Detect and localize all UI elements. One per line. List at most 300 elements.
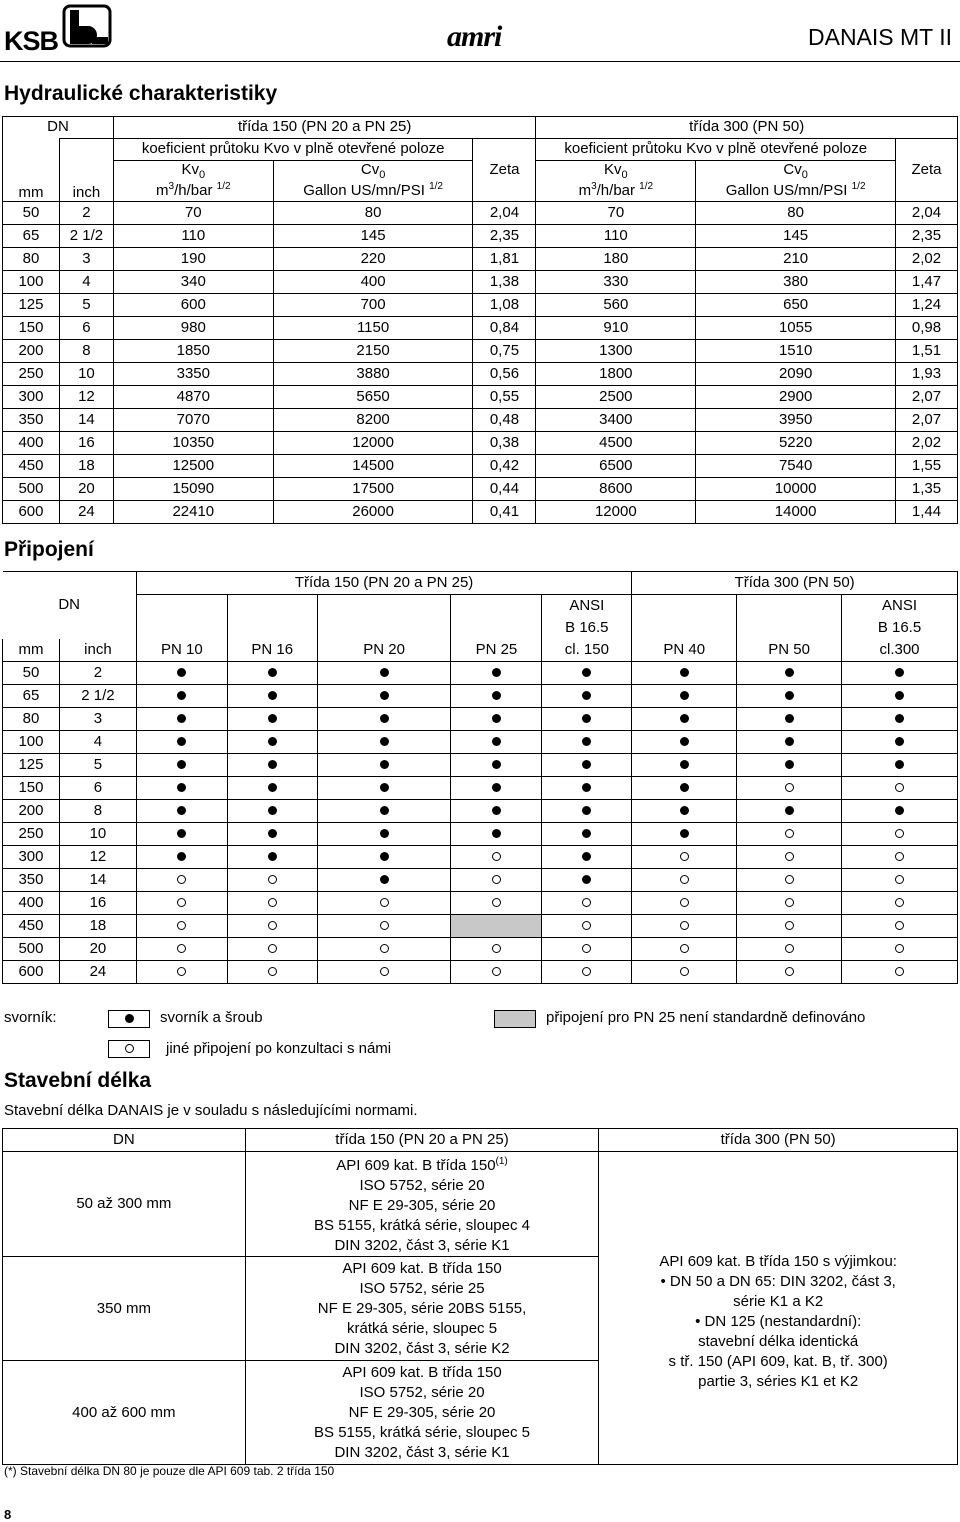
filled-dot-icon bbox=[268, 760, 277, 769]
filled-dot-icon bbox=[582, 691, 591, 700]
connection-mark bbox=[227, 823, 317, 846]
hydraulic-cell: 145 bbox=[696, 225, 896, 248]
conn-header-b165-300: B 16.5 bbox=[842, 617, 958, 639]
hydraulic-cell: 6500 bbox=[536, 455, 696, 478]
connection-mm: 400 bbox=[3, 892, 60, 915]
connection-mark bbox=[451, 846, 542, 869]
header-coef-300: koeficient průtoku Kvo v plně otevřené poloze bbox=[536, 139, 896, 161]
open-circle-icon bbox=[680, 921, 689, 930]
hydraulic-cell: 15090 bbox=[113, 478, 273, 501]
legend-grey-box bbox=[494, 1010, 536, 1028]
hydraulic-cell: 5650 bbox=[273, 386, 473, 409]
header-kv-150: $Kv_0$ $m^3/h$/bar $^{1/2}$ bbox=[113, 161, 273, 202]
connection-row bbox=[3, 754, 958, 777]
connection-mark bbox=[737, 800, 842, 823]
connection-mark bbox=[317, 708, 451, 731]
open-circle-icon bbox=[785, 852, 794, 861]
connection-mark bbox=[632, 731, 737, 754]
legend-dot-box bbox=[108, 1010, 150, 1028]
connection-mark bbox=[227, 685, 317, 708]
header-cv-150: $Cv_0$ Gallon US/mn/PSI $^{1/2}$ bbox=[273, 161, 473, 202]
hydraulic-cell: 0,98 bbox=[896, 317, 958, 340]
hydraulic-cell: 1,81 bbox=[473, 248, 536, 271]
connection-mark bbox=[227, 777, 317, 800]
connection-row bbox=[3, 708, 958, 731]
hydraulic-cell: 26000 bbox=[273, 501, 473, 524]
filled-dot-icon bbox=[895, 691, 904, 700]
connection-mark bbox=[842, 915, 958, 938]
hydraulic-cell: 2,02 bbox=[896, 432, 958, 455]
connection-mark bbox=[136, 800, 227, 823]
filled-dot-icon bbox=[680, 806, 689, 815]
connection-mark bbox=[136, 846, 227, 869]
connection-mark bbox=[737, 685, 842, 708]
open-circle-icon bbox=[785, 898, 794, 907]
open-circle-icon bbox=[785, 921, 794, 930]
connection-mark bbox=[737, 961, 842, 984]
connection-mark bbox=[317, 846, 451, 869]
open-circle-icon bbox=[785, 944, 794, 953]
hydraulic-row bbox=[3, 432, 958, 455]
conn-header-b165-150: B 16.5 bbox=[542, 617, 632, 639]
open-circle-icon bbox=[380, 921, 389, 930]
open-circle-icon bbox=[895, 829, 904, 838]
connection-mark bbox=[542, 869, 632, 892]
hydraulic-cell: 1,55 bbox=[896, 455, 958, 478]
connection-mark bbox=[542, 662, 632, 685]
hydraulic-cell: 400 bbox=[273, 271, 473, 294]
filled-dot-icon bbox=[582, 806, 591, 815]
section-title-hydraulic: Hydraulické charakteristiky bbox=[4, 82, 278, 105]
connection-mark bbox=[632, 800, 737, 823]
connection-mark bbox=[317, 685, 451, 708]
connection-mm: 350 bbox=[3, 869, 60, 892]
connection-mm: 250 bbox=[3, 823, 60, 846]
length-class150-group-2: API 609 kat. B třída 150 ISO 5752, série 25 NF E 29-305, série 20BS 5155, krátká série, sloupec 5 DIN 3202, část 3, série K2 bbox=[245, 1257, 599, 1361]
connection-inch: 8 bbox=[59, 800, 136, 823]
ksb-logo bbox=[4, 4, 116, 56]
connection-mark bbox=[136, 938, 227, 961]
connection-mark bbox=[737, 869, 842, 892]
hydraulic-cell: 2,35 bbox=[896, 225, 958, 248]
connection-mark bbox=[451, 708, 542, 731]
hydraulic-cell: 65 bbox=[3, 225, 60, 248]
hydraulic-cell: 560 bbox=[536, 294, 696, 317]
connection-mm: 50 bbox=[3, 662, 60, 685]
hydraulic-row bbox=[3, 225, 958, 248]
hydraulic-cell: 4 bbox=[59, 271, 113, 294]
not-defined-cell bbox=[451, 915, 542, 938]
hydraulic-row bbox=[3, 317, 958, 340]
filled-dot-icon bbox=[268, 691, 277, 700]
header-kv-300: $Kv_0$ $m^3/h$/bar $^{1/2}$ bbox=[536, 161, 696, 202]
connection-mark bbox=[451, 777, 542, 800]
filled-dot-icon bbox=[492, 691, 501, 700]
connection-mm: 450 bbox=[3, 915, 60, 938]
filled-dot-icon bbox=[177, 737, 186, 746]
connection-mark bbox=[317, 754, 451, 777]
hydraulic-cell: 1,08 bbox=[473, 294, 536, 317]
hydraulic-cell: 1,44 bbox=[896, 501, 958, 524]
connection-mark bbox=[227, 938, 317, 961]
connection-mark bbox=[317, 823, 451, 846]
connection-mark bbox=[737, 846, 842, 869]
connection-mark bbox=[632, 662, 737, 685]
connection-mark bbox=[842, 938, 958, 961]
hydraulic-cell: 6 bbox=[59, 317, 113, 340]
filled-dot-icon bbox=[492, 737, 501, 746]
hydraulic-cell: 600 bbox=[3, 501, 60, 524]
connection-mark bbox=[542, 846, 632, 869]
connection-mark bbox=[542, 754, 632, 777]
hydraulic-cell: 2 bbox=[59, 202, 113, 225]
connection-inch: 6 bbox=[59, 777, 136, 800]
connection-mark bbox=[317, 662, 451, 685]
connection-mm: 125 bbox=[3, 754, 60, 777]
legend-dot-icon bbox=[125, 1014, 134, 1023]
filled-dot-icon bbox=[582, 737, 591, 746]
hydraulic-cell: 380 bbox=[696, 271, 896, 294]
connection-mark bbox=[632, 846, 737, 869]
connection-mark bbox=[227, 869, 317, 892]
connection-mark bbox=[737, 754, 842, 777]
length-class300-cell: API 609 kat. B třída 150 s výjimkou: • DN 50 a DN 65: DIN 3202, část 3, série K1 a K2 • DN 125 (nestandardní): stavební délka identická s tř. 150 (API 609, kat. B, tř. 300) partie 3, séries K1 et K2 bbox=[599, 1152, 958, 1465]
hydraulic-cell: 2090 bbox=[696, 363, 896, 386]
hydraulic-cell: 150 bbox=[3, 317, 60, 340]
connection-mark bbox=[317, 915, 451, 938]
hydraulic-cell: 300 bbox=[3, 386, 60, 409]
hydraulic-cell: 0,84 bbox=[473, 317, 536, 340]
filled-dot-icon bbox=[380, 737, 389, 746]
filled-dot-icon bbox=[492, 760, 501, 769]
hydraulic-cell: 220 bbox=[273, 248, 473, 271]
hydraulic-cell: 16 bbox=[59, 432, 113, 455]
filled-dot-icon bbox=[177, 852, 186, 861]
length-header-class300: třída 300 (PN 50) bbox=[599, 1129, 958, 1152]
connection-mark bbox=[136, 961, 227, 984]
connection-mark bbox=[632, 892, 737, 915]
connection-row bbox=[3, 662, 958, 685]
hydraulic-cell: 0,55 bbox=[473, 386, 536, 409]
open-circle-icon bbox=[268, 875, 277, 884]
connection-inch: 2 bbox=[59, 662, 136, 685]
connection-mark bbox=[842, 823, 958, 846]
connection-mark bbox=[632, 685, 737, 708]
connection-row bbox=[3, 777, 958, 800]
hydraulic-cell: 10000 bbox=[696, 478, 896, 501]
connection-mark bbox=[227, 961, 317, 984]
filled-dot-icon bbox=[785, 714, 794, 723]
length-header-dn: DN bbox=[3, 1129, 246, 1152]
hydraulic-row bbox=[3, 363, 958, 386]
hydraulic-cell: 145 bbox=[273, 225, 473, 248]
connection-mark bbox=[542, 708, 632, 731]
connection-mark bbox=[317, 892, 451, 915]
filled-dot-icon bbox=[785, 737, 794, 746]
length-header-class150: třída 150 (PN 20 a PN 25) bbox=[245, 1129, 599, 1152]
hydraulic-cell: 1850 bbox=[113, 340, 273, 363]
filled-dot-icon bbox=[177, 829, 186, 838]
hydraulic-cell: 17500 bbox=[273, 478, 473, 501]
filled-dot-icon bbox=[177, 783, 186, 792]
connection-mark bbox=[632, 869, 737, 892]
hydraulic-cell: 4500 bbox=[536, 432, 696, 455]
header-inch: inch bbox=[59, 139, 113, 202]
header-class150: třída 150 (PN 20 a PN 25) bbox=[113, 117, 536, 139]
filled-dot-icon bbox=[785, 691, 794, 700]
hydraulic-cell: 8600 bbox=[536, 478, 696, 501]
connection-mark bbox=[451, 869, 542, 892]
hydraulic-row bbox=[3, 501, 958, 524]
header-zeta-150: Zeta bbox=[473, 139, 536, 202]
filled-dot-icon bbox=[680, 668, 689, 677]
hydraulic-cell: 1,35 bbox=[896, 478, 958, 501]
filled-dot-icon bbox=[492, 829, 501, 838]
hydraulic-cell: 450 bbox=[3, 455, 60, 478]
open-circle-icon bbox=[492, 944, 501, 953]
hydraulic-cell: 3880 bbox=[273, 363, 473, 386]
hydraulic-cell: 1055 bbox=[696, 317, 896, 340]
filled-dot-icon bbox=[268, 852, 277, 861]
connection-mm: 200 bbox=[3, 800, 60, 823]
connection-inch: 3 bbox=[59, 708, 136, 731]
connection-mark bbox=[632, 961, 737, 984]
open-circle-icon bbox=[785, 829, 794, 838]
hydraulic-cell: 180 bbox=[536, 248, 696, 271]
connection-mark bbox=[737, 938, 842, 961]
connection-inch: 24 bbox=[59, 961, 136, 984]
connection-mark bbox=[542, 731, 632, 754]
header-mm: mm bbox=[3, 139, 60, 202]
filled-dot-icon bbox=[380, 668, 389, 677]
hydraulic-cell: 125 bbox=[3, 294, 60, 317]
hydraulic-cell: 0,48 bbox=[473, 409, 536, 432]
hydraulic-cell: 80 bbox=[3, 248, 60, 271]
header-cv-300: $Cv_0$ Gallon US/mn/PSI $^{1/2}$ bbox=[696, 161, 896, 202]
connection-inch: 12 bbox=[59, 846, 136, 869]
open-circle-icon bbox=[268, 967, 277, 976]
connection-mark bbox=[227, 754, 317, 777]
hydraulic-row bbox=[3, 409, 958, 432]
connection-mark bbox=[451, 800, 542, 823]
connection-mark bbox=[737, 708, 842, 731]
connection-mark bbox=[542, 938, 632, 961]
conn-header-class300: Třída 300 (PN 50) bbox=[632, 572, 958, 595]
header-rule bbox=[0, 61, 960, 62]
hydraulic-cell: 190 bbox=[113, 248, 273, 271]
open-circle-icon bbox=[492, 898, 501, 907]
hydraulic-cell: 2900 bbox=[696, 386, 896, 409]
hydraulic-cell: 7540 bbox=[696, 455, 896, 478]
open-circle-icon bbox=[492, 852, 501, 861]
connection-mark bbox=[136, 662, 227, 685]
filled-dot-icon bbox=[380, 760, 389, 769]
filled-dot-icon bbox=[680, 714, 689, 723]
conn-header-col: PN 10 bbox=[136, 639, 227, 662]
connection-mark bbox=[842, 731, 958, 754]
hydraulic-cell: 250 bbox=[3, 363, 60, 386]
open-circle-icon bbox=[785, 783, 794, 792]
open-circle-icon bbox=[177, 875, 186, 884]
hydraulic-cell: 2500 bbox=[536, 386, 696, 409]
conn-header-inch: inch bbox=[59, 639, 136, 662]
connection-mark bbox=[542, 915, 632, 938]
connection-mark bbox=[136, 869, 227, 892]
open-circle-icon bbox=[895, 967, 904, 976]
length-dn-group-3: 400 až 600 mm bbox=[3, 1361, 246, 1465]
filled-dot-icon bbox=[268, 829, 277, 838]
conn-header-col: PN 16 bbox=[227, 639, 317, 662]
connection-mark bbox=[842, 708, 958, 731]
filled-dot-icon bbox=[380, 852, 389, 861]
filled-dot-icon bbox=[895, 714, 904, 723]
header-coef-150: koeficient průtoku Kvo v plně otevřené poloze bbox=[113, 139, 473, 161]
ksb-logo-text: KSB bbox=[4, 26, 59, 56]
connection-mark bbox=[737, 662, 842, 685]
open-circle-icon bbox=[380, 967, 389, 976]
conn-header-col: PN 50 bbox=[737, 639, 842, 662]
connection-mark bbox=[737, 731, 842, 754]
connection-mm: 100 bbox=[3, 731, 60, 754]
connection-mark bbox=[632, 777, 737, 800]
hydraulic-cell: 70 bbox=[113, 202, 273, 225]
connection-row bbox=[3, 731, 958, 754]
hydraulic-cell: 1800 bbox=[536, 363, 696, 386]
hydraulic-cell: 8 bbox=[59, 340, 113, 363]
hydraulic-row bbox=[3, 202, 958, 225]
connection-row bbox=[3, 915, 958, 938]
connection-mark bbox=[632, 708, 737, 731]
connection-mark bbox=[632, 915, 737, 938]
open-circle-icon bbox=[582, 967, 591, 976]
open-circle-icon bbox=[492, 967, 501, 976]
section-title-connection: Připojení bbox=[4, 538, 94, 561]
legend-circle-text: jiné připojení po konzultaci s námi bbox=[166, 1040, 392, 1057]
hydraulic-cell: 0,44 bbox=[473, 478, 536, 501]
open-circle-icon bbox=[680, 852, 689, 861]
connection-mark bbox=[842, 961, 958, 984]
connection-mark bbox=[451, 731, 542, 754]
hydraulic-cell: 2,35 bbox=[473, 225, 536, 248]
connection-mark bbox=[227, 662, 317, 685]
hydraulic-cell: 1,51 bbox=[896, 340, 958, 363]
connection-mark bbox=[227, 892, 317, 915]
connection-mark bbox=[227, 708, 317, 731]
filled-dot-icon bbox=[785, 806, 794, 815]
open-circle-icon bbox=[380, 898, 389, 907]
hydraulic-cell: 340 bbox=[113, 271, 273, 294]
connection-row bbox=[3, 938, 958, 961]
connection-row bbox=[3, 800, 958, 823]
hydraulic-cell: 8200 bbox=[273, 409, 473, 432]
connection-mark bbox=[842, 892, 958, 915]
header-zeta-300: Zeta bbox=[896, 139, 958, 202]
hydraulic-table-body bbox=[3, 202, 958, 524]
connection-mark bbox=[842, 662, 958, 685]
hydraulic-cell: 0,38 bbox=[473, 432, 536, 455]
hydraulic-cell: 910 bbox=[536, 317, 696, 340]
hydraulic-cell: 1,38 bbox=[473, 271, 536, 294]
filled-dot-icon bbox=[380, 829, 389, 838]
hydraulic-cell: 50 bbox=[3, 202, 60, 225]
hydraulic-cell: 14000 bbox=[696, 501, 896, 524]
filled-dot-icon bbox=[582, 714, 591, 723]
hydraulic-row bbox=[3, 340, 958, 363]
filled-dot-icon bbox=[268, 783, 277, 792]
hydraulic-cell: 3400 bbox=[536, 409, 696, 432]
hydraulic-cell: 2,07 bbox=[896, 386, 958, 409]
connection-mark bbox=[542, 961, 632, 984]
page-header bbox=[0, 0, 960, 58]
hydraulic-cell: 1,93 bbox=[896, 363, 958, 386]
length-dn-group-1: 50 až 300 mm bbox=[3, 1152, 246, 1257]
length-dn-group-2: 350 mm bbox=[3, 1257, 246, 1361]
open-circle-icon bbox=[177, 898, 186, 907]
conn-header-col: cl.300 bbox=[842, 639, 958, 662]
hydraulic-cell: 600 bbox=[113, 294, 273, 317]
hydraulic-cell: 20 bbox=[59, 478, 113, 501]
document-title: DANAIS MT II bbox=[808, 24, 952, 50]
filled-dot-icon bbox=[268, 714, 277, 723]
legend-circle-icon bbox=[125, 1044, 134, 1053]
hydraulic-cell: 2,07 bbox=[896, 409, 958, 432]
ksb-b-mark-icon bbox=[62, 4, 112, 48]
hydraulic-cell: 12000 bbox=[536, 501, 696, 524]
connection-mark bbox=[136, 915, 227, 938]
open-circle-icon bbox=[492, 875, 501, 884]
header-class300: třída 300 (PN 50) bbox=[536, 117, 958, 139]
open-circle-icon bbox=[680, 898, 689, 907]
connection-mark bbox=[136, 685, 227, 708]
connection-mark bbox=[542, 685, 632, 708]
open-circle-icon bbox=[582, 944, 591, 953]
legend-grey-text: připojení pro PN 25 není standardně definováno bbox=[546, 1009, 866, 1026]
filled-dot-icon bbox=[582, 783, 591, 792]
open-circle-icon bbox=[680, 967, 689, 976]
connection-mark bbox=[542, 800, 632, 823]
legend-circle-box bbox=[108, 1040, 150, 1058]
hydraulic-cell: 1,24 bbox=[896, 294, 958, 317]
connection-mm: 600 bbox=[3, 961, 60, 984]
connection-mark bbox=[227, 800, 317, 823]
connection-mark bbox=[136, 731, 227, 754]
connection-mm: 65 bbox=[3, 685, 60, 708]
conn-header-col: PN 40 bbox=[632, 639, 737, 662]
open-circle-icon bbox=[895, 898, 904, 907]
conn-header-class150: Třída 150 (PN 20 a PN 25) bbox=[136, 572, 631, 595]
connection-mm: 150 bbox=[3, 777, 60, 800]
amri-logo: amri bbox=[447, 20, 502, 53]
connection-mark bbox=[842, 754, 958, 777]
connection-mark bbox=[317, 869, 451, 892]
connection-mark bbox=[451, 892, 542, 915]
connection-mark bbox=[632, 823, 737, 846]
hydraulic-cell: 70 bbox=[536, 202, 696, 225]
conn-header-mm: mm bbox=[3, 639, 60, 662]
connection-row bbox=[3, 685, 958, 708]
hydraulic-table bbox=[2, 116, 958, 524]
filled-dot-icon bbox=[582, 875, 591, 884]
connection-mark bbox=[317, 731, 451, 754]
hydraulic-cell: 2,04 bbox=[473, 202, 536, 225]
connection-inch: 20 bbox=[59, 938, 136, 961]
hydraulic-cell: 1,47 bbox=[896, 271, 958, 294]
filled-dot-icon bbox=[785, 760, 794, 769]
hydraulic-cell: 14 bbox=[59, 409, 113, 432]
hydraulic-cell: 0,56 bbox=[473, 363, 536, 386]
conn-header-dn: DN bbox=[3, 572, 137, 640]
footnote: (*) Stavební délka DN 80 je pouze dle API 609 tab. 2 třída 150 bbox=[4, 1464, 335, 1478]
